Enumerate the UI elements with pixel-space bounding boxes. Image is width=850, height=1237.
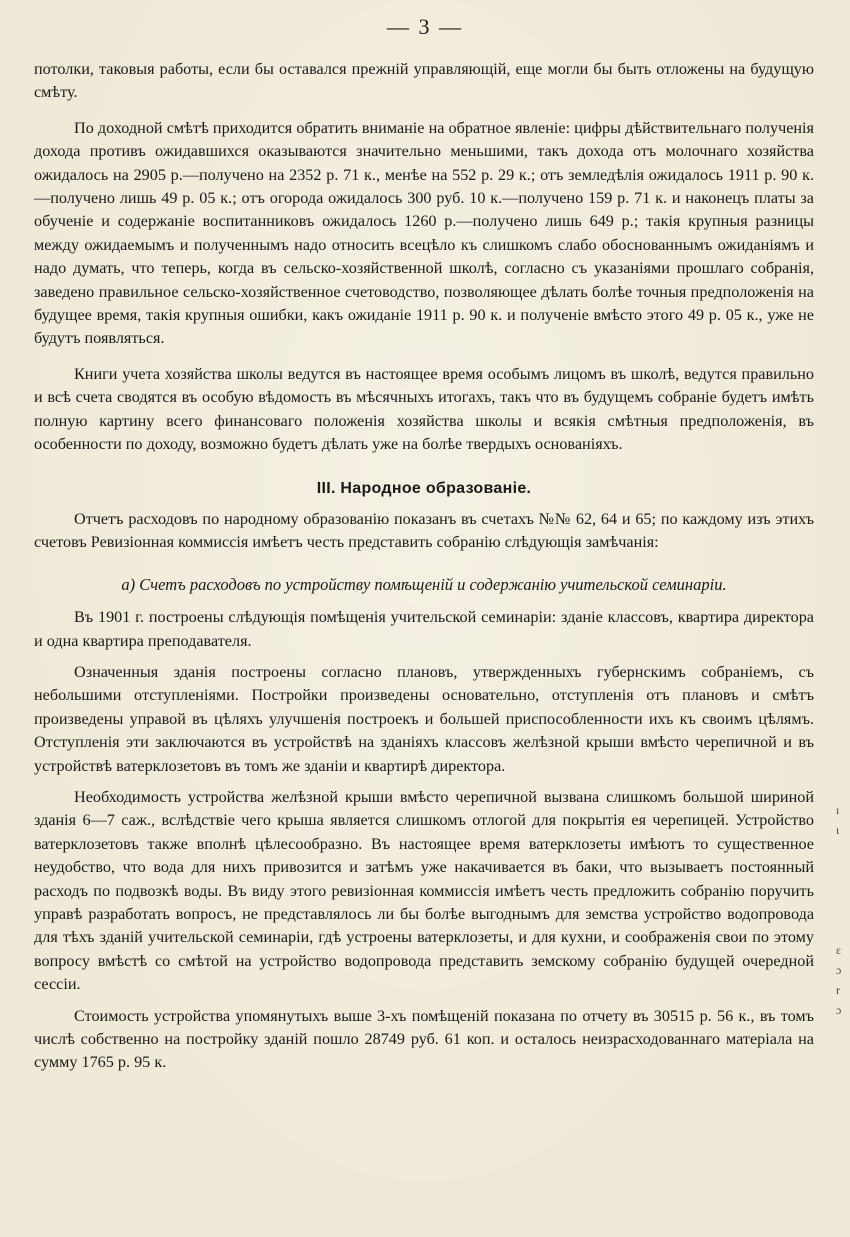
- paragraph-buildings-1901: Въ 1901 г. построены слѣдующія помѣщенія учительской семинаріи: зданіе классовъ, квартира директора и одна квартира преподавателя.: [34, 608, 814, 650]
- subsection-heading: а) Счетъ расходовъ по устройству помѣщеній и содержанію учительской семинаріи.: [121, 574, 727, 594]
- margin-mark: ı: [836, 803, 840, 817]
- margin-marks: [836, 800, 846, 1020]
- page-number: — 3 —: [387, 14, 463, 39]
- paragraph-construction-deviations: Означенныя зданія построены согласно плановъ, утвержденныхъ губернскимъ собраніемъ, съ небольшими отступленіями. Постройки произведены основательно, отступленія отъ плановъ и смѣтъ произведены управой въ цѣляхъ улучшенія построекъ и большей приспособленности ихъ къ своимъ цѣлямъ. Отступленія эти заключаются въ устройствѣ на зданіяхъ классовъ желѣзной крыши вмѣсто черепичной и въ устройствѣ ватерклозетовъ въ томъ же зданіи и квартирѣ директора.: [34, 662, 814, 775]
- paragraph-construction-cost: Стоимость устройства упомянутыхъ выше 3-хъ помѣщеній показана по отчету въ 30515 р. 56 к., въ томъ числѣ собственно на постройку зданій пошло 28749 руб. 61 коп. и осталось неизрасходованнаго матеріала на сумму 1765 р. 95 к.: [34, 1006, 814, 1072]
- paragraph-roof-and-water: Необходимость устройства желѣзной крыши вмѣсто черепичной вызвана слишкомъ большой шириной зданія 6—7 саж., вслѣдствіе чего крыша является слишкомъ отлогой для покрытія ея черепицей. Устройство ватерклозетовъ также вполнѣ цѣлесообразно. Въ настоящее время ватерклозеты имѣютъ то существенное неудобство, что вода для нихъ привозится и затѣмъ уже накачивается въ баки, что вызываетъ постоянный расходъ по подвозкѣ воды. Въ виду этого ревизіонная коммиссія имѣетъ честь предложить собранію поручить управѣ разработать вопросъ, не представлялось ли бы болѣе выгоднымъ для земства устройство водопровода для тѣхъ зданій учительской семинаріи, гдѣ устроены ватерклозеты, и для кухни, и соображенія свои по этому вопросу вмѣстѣ со смѣтой на устройство водопровода представить земскому собранію будущей очередной сессіи.: [34, 787, 814, 994]
- margin-mark: r: [836, 983, 840, 997]
- page-body: [34, 58, 814, 1075]
- paragraph-school-bookkeeping: Книги учета хозяйства школы ведутся въ настоящее время особымъ лицомъ въ школѣ, ведутся правильно и всѣ счета сводятся въ особую вѣдомость въ мѣсячныхъ итогахъ, такъ что въ будущемъ собраніе будетъ имѣть полную картину всего финансоваго положенія хозяйства школы и всякія смѣтныя предположенія, въ особенности по доходу, возможно будетъ дѣлать уже на болѣе твердыхъ основаніяхъ.: [34, 364, 814, 454]
- margin-mark: ɔ: [836, 963, 842, 977]
- paragraph-continuation: потолки, таковыя работы, если бы оставался прежній управляющій, еще могли бы быть отложены на будущую смѣту.: [34, 60, 814, 102]
- paragraph-income-estimate: По доходной смѣтѣ приходится обратить вниманіе на обратное явленіе: цифры дѣйствительнаго полученія дохода противъ ожидавшихся оказываются значительно меньшими, такъ дохода отъ молочнаго хозяйства ожидалось на 2905 р.—получено на 2352 р. 71 к., менѣе на 552 р. 29 к.; отъ земледѣлія ожидалось 1911 р. 90 к.—получено лишь 49 р. 05 к.; отъ огорода ожидалось 300 руб. 10 к.—получено 159 р. 71 к. и наконецъ платы за обученіе и содержаніе воспитанниковъ ожидалось 1260 р.—получено лишь 649 р.; такія крупныя разницы между ожидаемымъ и полученнымъ надо относить всецѣло къ слишкомъ слабо обоснованнымъ ожиданіямъ и надо думать, что теперь, когда въ сельско-хозяйственной школѣ, согласно съ указаніями прошлаго собранія, заведено правильное сельско-хозяйственное счетоводство, позволяющее дѣлать болѣе точныя предположенія на будущее время, такія крупныя ошибки, какъ ожиданіе 1911 р. 90 к. и полученіе вмѣсто этого 49 р. 05 к., уже не будутъ появляться.: [34, 118, 814, 348]
- section-heading: III. Народное образованіе.: [316, 479, 532, 497]
- margin-mark: ɔ: [836, 1003, 842, 1017]
- margin-mark: ι: [836, 823, 840, 837]
- paragraph-section-intro: Отчетъ расходовъ по народному образованію показанъ въ счетахъ №№ 62, 64 и 65; по каждому изъ этихъ счетовъ Ревизіонная коммиссія имѣетъ честь представить собранію слѣдующія замѣчанія:: [34, 509, 814, 552]
- margin-mark: ε: [836, 943, 842, 957]
